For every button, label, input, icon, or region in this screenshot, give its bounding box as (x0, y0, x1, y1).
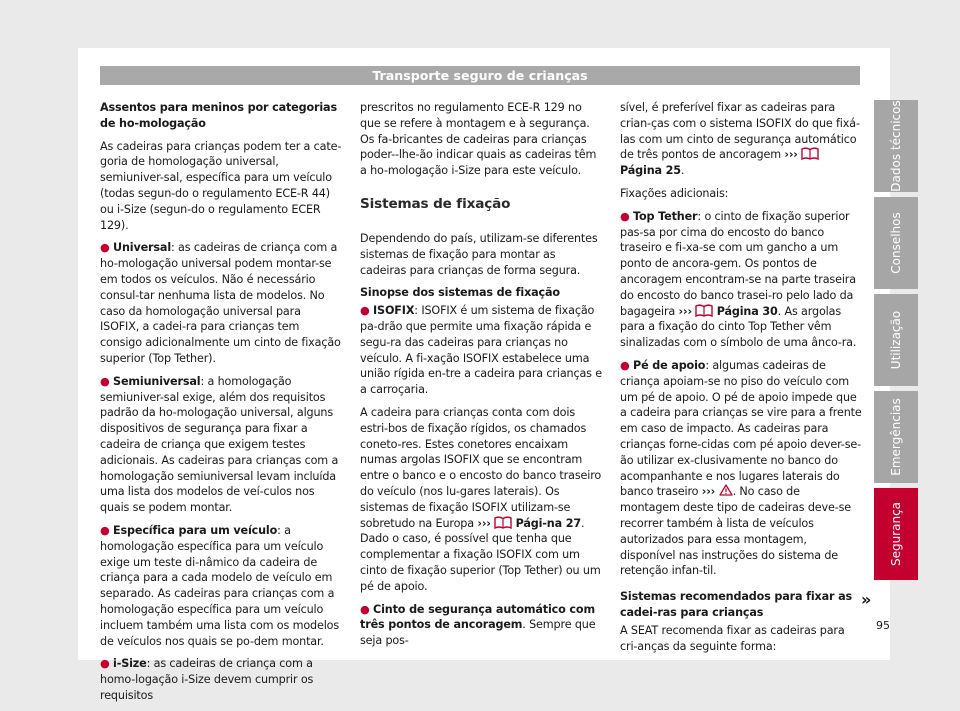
list-item (360, 602, 602, 649)
paragraph (360, 405, 602, 595)
tab-utilizacao[interactable] (874, 294, 918, 386)
text-column-3 (620, 100, 862, 661)
page-link[interactable]: Pági-na 27 (515, 516, 581, 530)
term-description: . No caso de montagem deste tipo de cadeiras deve-se recorrer também à lista de veículos autorizados para essa montagem, disponível nas instruções do sistema de retenção infan-til. (620, 485, 852, 578)
term: Universal (113, 241, 172, 255)
paragraph-text: . (680, 164, 685, 178)
paragraph: Dependendo do país, utilizam-se diferentes sistemas de fixação para montar as cadeiras para crianças de forma segura. (360, 231, 598, 277)
tab-dados-tecnicos[interactable] (874, 100, 918, 192)
bullet-icon: ● (100, 523, 110, 537)
page-title: Transporte seguro de crianças (100, 66, 860, 85)
section-subheading: Sinopse dos sistemas de fixação (360, 286, 560, 300)
link-arrows-icon: ››› (784, 148, 798, 162)
term: Top Tether (633, 209, 698, 223)
bullet-icon: ● (360, 602, 370, 616)
tab-conselhos[interactable] (874, 197, 918, 289)
bullet-icon: ● (100, 241, 110, 255)
page-number: 95 (876, 619, 890, 632)
paragraph: Fixações adicionais: (620, 186, 729, 200)
term-description: . As argolas para a fixação do cinto Top Tether vêm sinalizadas com o símbolo de uma ânco-ra. (620, 304, 857, 350)
text-column-1 (100, 100, 342, 711)
tab-label: Utilização (889, 310, 903, 370)
term-description: : as cadeiras de criança com a ho-mologação universal podem montar-se em todos os veículos. Não é necessário consul-tar nenhuma lista de modelos. No caso da homologação universal para ISOFIX, a cadei-ra para crianças tem consigo adicionalmente um cinto de fixação superior (Top Tether). (100, 241, 341, 365)
term: Específica para um veículo (113, 523, 278, 537)
list-item (100, 240, 342, 366)
paragraph-text: . Dado o caso, é possível que tenha que complementar a fixação ISOFIX com um cinto de fixação superior (Top Tether) ou um pé de apoio. (360, 516, 601, 593)
link-arrows-icon: ››› (678, 304, 692, 318)
paragraph-text: A cadeira para crianças conta com dois estri-bos de fixação rígidos, os chamados coneto-res. Estes conetores encaixam numas argolas ISOFIX que se encontram entre o banco e o encosto do banco traseiro do veículo (nos lu-gares laterais). Os sistemas de fixação ISOFIX utilizam-se sobretudo na Europa (360, 405, 602, 530)
text-column-2 (360, 100, 602, 656)
list-item (100, 656, 342, 703)
list-item (100, 374, 342, 516)
bullet-icon: ● (620, 358, 630, 372)
bullet-icon: ● (360, 304, 370, 318)
paragraph: As cadeiras para crianças podem ter a cate-goria de homologação universal, semiuniver-sal, específica para um veículo (todas segun-do o regulamento ECE-R 44) ou i-Size (segun-do o regulamento ECER 129). (100, 139, 342, 232)
bullet-icon: ● (620, 209, 630, 223)
book-icon (695, 304, 713, 317)
term-description: : algumas cadeiras de criança apoiam-se no piso do veículo com um pé de apoio. O pé de apoio impede que a cadeira para crianças se vire para a frente em caso de impacto. As cadeiras para crianças forne-cidas com pé apoio dever-se-ão utilizar ex-clusivamente no banco do acompanhante e nos lugares laterais do banco traseiro (620, 358, 862, 499)
bullet-icon: ● (100, 374, 110, 388)
book-icon (494, 516, 512, 529)
list-item (620, 358, 862, 579)
term: ISOFIX (373, 304, 415, 318)
list-item (620, 209, 862, 351)
bullet-icon: ● (100, 657, 110, 671)
tab-seguranca[interactable] (874, 488, 918, 580)
tab-label: Conselhos (889, 212, 903, 274)
term: Semiuniversal (113, 374, 201, 388)
paragraph-text: sível, é preferível fixar as cadeiras para crian-ças com o sistema ISOFIX do que fixá-las com um cinto de segurança automático de três pontos de ancoragem (620, 101, 860, 162)
paragraph: A SEAT recomenda fixar as cadeiras para cri-anças da seguinte forma: (620, 623, 845, 653)
book-icon (801, 147, 819, 160)
term-description: : o cinto de fixação superior pas-sa por cima do encosto do banco traseiro e fi-xa-se com um gancho a um ponto de ancora-gem. Os pontos de ancoragem encontram-se na parte traseira do encosto do banco trasei-ro pelo lado da bagageira (620, 209, 856, 318)
link-arrows-icon: ››› (701, 485, 716, 499)
term-description: : a homologação semiuniver-sal exige, além dos requisitos padrão da ho-mologação universal, alguns dispositivos de segurança para fixar a cadeira de criança que exigem testes adicionais. As cadeiras para crianças com a homologação semiuniversal levam incluída uma lista dos modelos de veí-culos nos quais se podem montar. (100, 374, 339, 515)
section-title: Sistemas de fixação (360, 195, 511, 212)
section-subheading: Sistemas recomendados para fixar as cadei-ras para crianças (620, 590, 853, 619)
link-arrows-icon: ››› (477, 516, 491, 530)
list-item (360, 303, 602, 398)
term-description: : as cadeiras de criança com a homo-logação i-Size devem cumprir os requisitos (100, 657, 314, 702)
term-description: : ISOFIX é um sistema de fixação pa-drão que permite uma fixação rápida e segu-ra das cadeiras para crianças no veículo. A fi-xação ISOFIX estabelece uma união rígida en-tre a cadeira para crianças e a carroçaria. (360, 304, 602, 397)
page-link[interactable]: Página 25 (620, 164, 681, 178)
page-link[interactable]: Página 30 (716, 304, 778, 318)
continue-arrow-icon: » (861, 590, 872, 609)
list-item (100, 523, 342, 649)
term: Pé de apoio (633, 358, 706, 372)
tab-label: Segurança (889, 501, 903, 567)
term: i-Size (113, 657, 147, 671)
paragraph (620, 100, 862, 179)
warning-icon[interactable] (719, 484, 733, 496)
term: Cinto de segurança automático com três pontos de ancoragem (360, 602, 595, 632)
term-description: : a homologação específica para um veículo exige um teste di-nâmico da cadeira de criança para a cada modelo de veículo em separado. As cadeiras para crianças com a homologação específica para um veículo incluem também uma lista com os modelos de veículos nos quais se po-dem montar. (100, 523, 340, 648)
tab-label: Dados técnicos (889, 100, 903, 192)
paragraph: prescritos no regulamento ECE-R 129 no que se refere à montagem e à segurança. Os fa-bricantes de cadeiras para crianças poder--lhe-ão indicar quais as cadeiras têm a ho-mologação i-Size para este veículo. (360, 101, 597, 178)
term-description: . Sempre que seja pos- (360, 618, 596, 648)
section-subheading: Assentos para meninos por categorias de ho-mologação (100, 101, 337, 130)
tab-label: Emergências (889, 398, 903, 476)
tab-emergencias[interactable] (874, 391, 918, 483)
